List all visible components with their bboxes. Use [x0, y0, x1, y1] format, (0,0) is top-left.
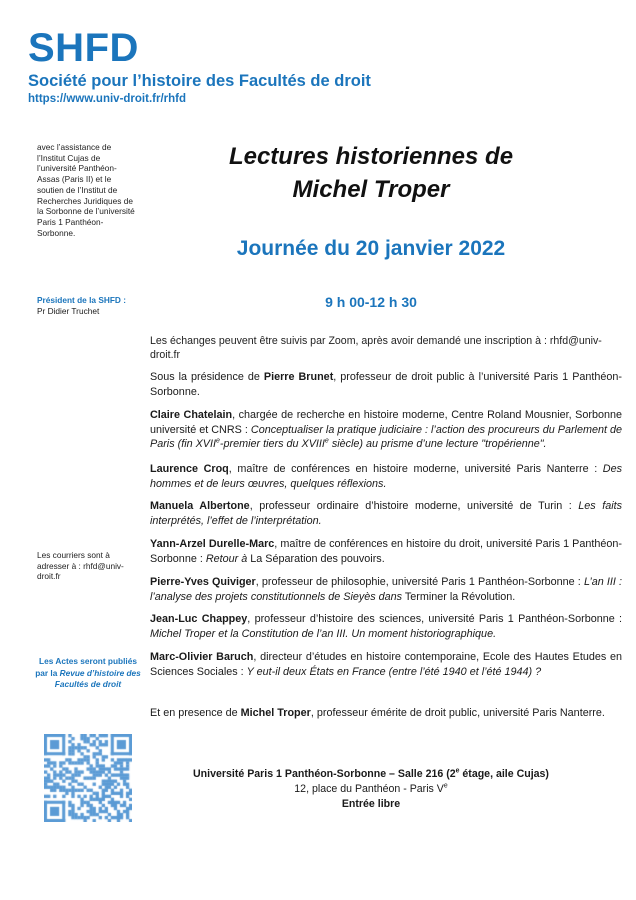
assistance-note: avec l’assistance de l’Institut Cujas de l’université Panthéon-Assas (Paris II) et le soutien de l’Institut de Recherches Juridiques de la Sorbonne de l’université Paris 1 Panthéon-Sorbonne. — [37, 142, 135, 238]
venue-line3: Entrée libre — [341, 798, 401, 810]
event-time: 9 h 00-12 h 30 — [325, 294, 417, 310]
proceedings-note: Les Actes seront publiés par la Revue d’histoire des Facultés de droit — [35, 656, 141, 689]
venue-line1: Université Paris 1 Panthéon-Sorbonne – Salle 216 (2e étage, aile Cujas) — [193, 767, 549, 780]
event-title-line1: Lectures historiennes de — [228, 143, 514, 170]
paragraph-durelle-marc: Yann-Arzel Durelle-Marc, maître de conférences en histoire du droit, université Paris 1 Panthéon-Sorbonne : Retour à La Séparation des pouvoirs. — [150, 538, 622, 565]
event-date: Journée du 20 janvier 2022 — [236, 237, 506, 260]
paragraph-chatelain: Claire Chatelain, chargée de recherche en histoire moderne, Centre Roland Mousnier, Sorbonne université et CNRS : Conceptualiser la pratique judiciaire : l’action des procureurs du Parlement de Paris (fin XVIIe-premier tiers du XVIIIe siècle) au prisme d’une lecture "tropérienne". — [150, 409, 622, 451]
org-name: Société pour l’histoire des Facultés de droit — [28, 72, 371, 90]
paragraph-croq: Laurence Croq, maître de conférences en histoire moderne, université Paris Nanterre : Des hommes et de leurs œuvres, quelques réflexions. — [150, 463, 622, 490]
president-block — [37, 295, 141, 316]
org-url: https://www.univ-droit.fr/rhfd — [28, 93, 186, 105]
qr-code — [44, 734, 132, 822]
zoom-registration-note: Les échanges peuvent être suivis par Zoom, après avoir demandé une inscription à : rhfd@univ-droit.fr — [150, 335, 602, 361]
event-title-line2: Michel Troper — [292, 176, 450, 203]
paragraph-albertone: Manuela Albertone, professeur ordinaire d’histoire moderne, université de Turin : Les faits interprétés, l’effet de l’interprétation. — [150, 500, 623, 527]
president-label: Président de la SHFD : — [37, 295, 126, 305]
venue-line2: 12, place du Panthéon - Paris Ve — [294, 782, 448, 795]
mail-note: Les courriers sont à adresser à : rhfd@univ-droit.fr — [37, 550, 124, 582]
president-name: Pr Didier Truchet — [37, 305, 100, 316]
closing-line: Et en presence de Michel Troper, professeur émérite de droit public, université Paris Nanterre. — [150, 707, 605, 719]
paragraph-quiviger: Pierre-Yves Quiviger, professeur de philosophie, université Paris 1 Panthéon-Sorbonne : L’an III : l’analyse des projets constitutionnels de Sieyès dans Terminer la Révolution. — [150, 576, 622, 603]
event-title — [140, 140, 602, 206]
paragraph-chappey: Jean-Luc Chappey, professeur d’histoire des sciences, université Paris 1 Panthéon-Sorbonne : Michel Troper et la Constitution de l’an III. Un moment historiographique. — [150, 613, 623, 640]
paragraph-presidence-brunet: Sous la présidence de Pierre Brunet, professeur de droit public à l’université Paris 1 Panthéon-Sorbonne. — [150, 371, 623, 398]
org-acronym: SHFD — [28, 26, 139, 70]
venue-block — [140, 767, 602, 812]
paragraph-baruch: Marc-Olivier Baruch, directeur d’études en histoire contemporaine, Ecole des Hautes Etudes en Sciences Sociales : Y eut-il deux États en France (entre l’été 1940 et l’été 1944) ? — [150, 651, 622, 678]
qr-code-wrap — [44, 734, 132, 822]
